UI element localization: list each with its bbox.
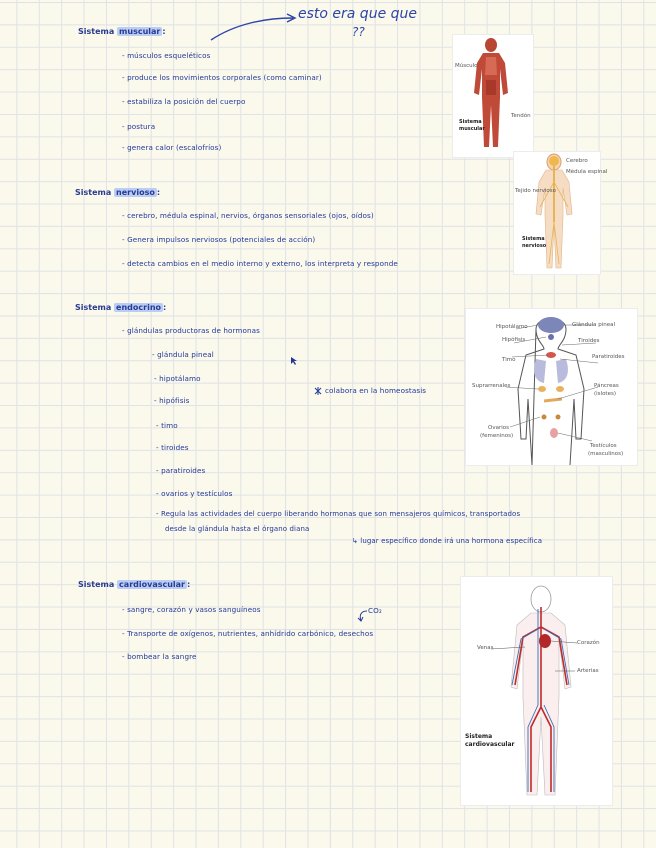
list-item: - estabiliza la posición del cuerpo — [122, 97, 246, 106]
regula-line: - Regula las actividades del cuerpo liberando hormonas que son mensajeros químicos, transportados — [156, 510, 521, 518]
title-highlight: muscular — [119, 27, 161, 36]
cardiovascular-system-figure — [460, 576, 613, 806]
star-mark-icon — [313, 386, 323, 396]
figure-label: Médula espinal — [566, 169, 608, 175]
endocrine-system-figure — [465, 308, 638, 466]
list-item: - Genera impulsos nerviosos (potenciales de acción) — [122, 235, 316, 244]
title-prefix: Sistema — [78, 580, 115, 589]
gland-item: - hipófisis — [154, 396, 190, 405]
section-title-endocrino: Sistema endocrino : — [75, 303, 167, 312]
list-item: - postura — [122, 122, 156, 131]
annotation-arrow — [205, 10, 305, 44]
figure-label: Músculo — [455, 63, 478, 69]
section-title-muscular: Sistema muscular : — [78, 27, 166, 36]
list-item: - produce los movimientos corporales (como caminar) — [122, 73, 322, 82]
figure-caption: cardiovascular — [465, 741, 515, 748]
gland-item: - tiroides — [156, 443, 189, 452]
gland-item: - glándula pineal — [152, 350, 214, 359]
gland-item: - ovarios y testículos — [156, 489, 233, 498]
nervous-system-figure — [513, 151, 608, 275]
figure-label: Ovarios — [488, 425, 509, 431]
figure-label: (islotes) — [594, 391, 616, 397]
figure-label: Timo — [502, 357, 516, 363]
section-title-cardiovascular: Sistema cardiovascular : — [78, 580, 191, 589]
list-item: - glándulas productoras de hormonas — [122, 326, 261, 335]
figure-label: Hipotálamo — [496, 324, 528, 330]
cardiovascular-body-illustration — [461, 577, 612, 805]
list-item: - músculos esqueléticos — [122, 51, 211, 60]
list-item: - sangre, corazón y vasos sanguíneos — [122, 605, 261, 614]
figure-label: Paratiroides — [592, 354, 625, 360]
figure-label: Tejido nervioso — [515, 188, 556, 194]
figure-label: Glándula pineal — [572, 322, 616, 328]
section-title-nervioso: Sistema nervioso : — [75, 188, 161, 197]
side-note: colabora en la homeostasis — [325, 386, 427, 395]
question-marks: ?? — [352, 25, 365, 39]
muscular-body-illustration — [453, 35, 533, 157]
list-item: - cerebro, médula espinal, nervios, órganos sensoriales (ojos, oídos) — [122, 211, 374, 220]
figure-label: Tendón — [511, 113, 531, 119]
figure-label: Cerebro — [566, 158, 588, 164]
title-prefix: Sistema — [75, 303, 112, 312]
top-note: esto era que que — [298, 6, 418, 22]
title-prefix: Sistema — [75, 188, 112, 197]
figure-label: Tiroides — [578, 338, 600, 344]
figure-label: Hipófisis — [502, 337, 526, 343]
figure-caption: Sistema — [465, 733, 493, 740]
title-highlight: cardiovascular — [119, 580, 185, 589]
gland-item: - timo — [156, 421, 178, 430]
list-item: - detecta cambios en el medio interno y externo, los interpreta y responde — [122, 259, 398, 268]
co2-arrow — [355, 609, 369, 623]
title-highlight: endocrino — [116, 303, 162, 312]
muscular-system-figure — [452, 34, 534, 158]
figure-caption: Sistema muscular — [459, 119, 485, 132]
figure-label: (femeninos) — [480, 433, 514, 439]
figure-label: Suprarrenales — [472, 383, 511, 389]
figure-caption: Sistema nervioso — [522, 236, 547, 249]
figure-label: Venas — [477, 645, 494, 651]
title-highlight: nervioso — [116, 188, 155, 197]
gland-item: - hipotálamo — [154, 374, 201, 383]
list-item: - Transporte de oxígenos, nutrientes, anhídrido carbónico, desechos — [122, 629, 374, 638]
title-prefix: Sistema — [78, 27, 115, 36]
regula-line: desde la glándula hasta el órgano diana — [165, 525, 310, 533]
gland-item: - paratiroides — [156, 466, 206, 475]
figure-label: Arterias — [577, 668, 599, 674]
figure-label: Corazón — [577, 640, 600, 646]
regula-line: ↳ lugar específico donde irá una hormona específica — [352, 537, 543, 545]
co2-label: CO₂ — [368, 606, 382, 615]
list-item: - bombear la sangre — [122, 652, 197, 661]
figure-label: Testículos — [590, 443, 617, 449]
figure-label: (masculinos) — [588, 451, 624, 457]
cursor-icon — [290, 356, 298, 366]
figure-label: Páncreas — [594, 383, 619, 389]
list-item: - genera calor (escalofríos) — [122, 143, 222, 152]
